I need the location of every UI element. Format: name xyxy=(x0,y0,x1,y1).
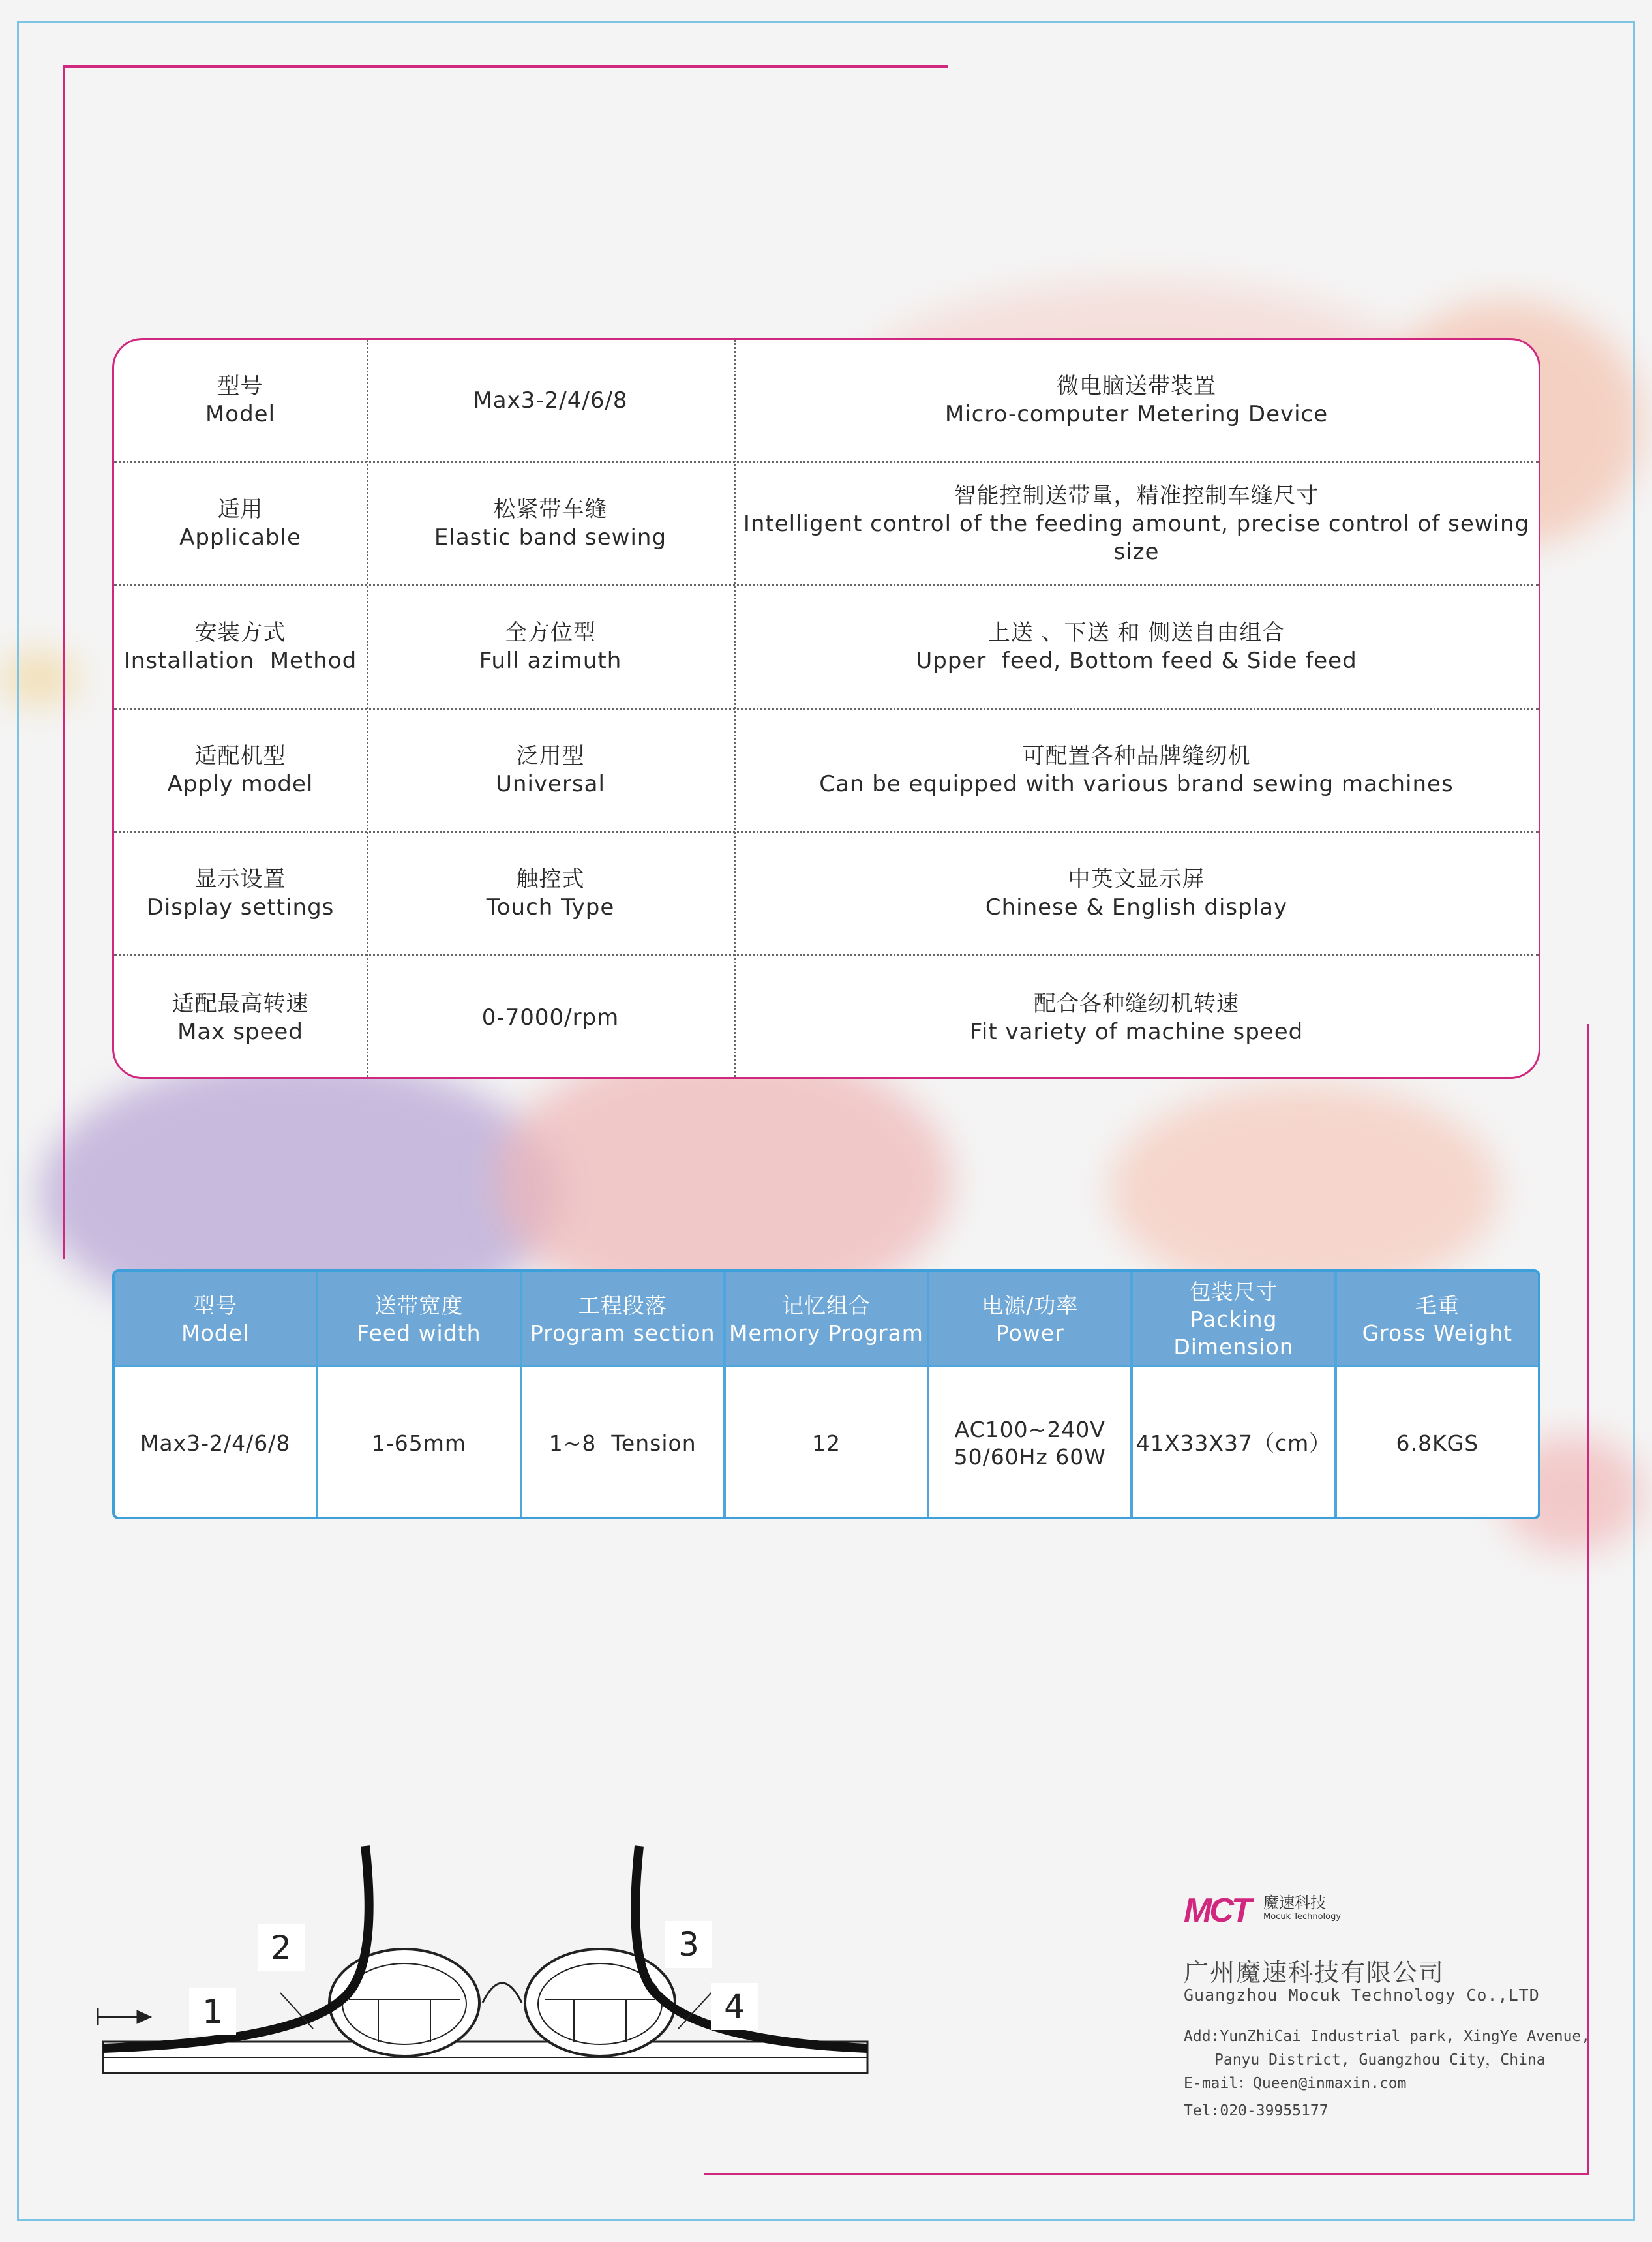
row-label-cn: 适配机型 xyxy=(194,743,286,769)
header-cell xyxy=(1133,1272,1336,1367)
params-header-row xyxy=(115,1272,1538,1367)
row-value: 松紧带车缝 xyxy=(493,496,608,523)
header-cn: 送带宽度 xyxy=(374,1293,464,1318)
row-desc-cn: 微电脑送带装置 xyxy=(1057,373,1216,399)
row-value-en: Universal xyxy=(496,771,605,797)
row-desc-cn: 中英文显示屏 xyxy=(1068,866,1205,892)
company-email: E-mail：Queen@inmaxin.com xyxy=(1184,2075,1407,2092)
decor-line-right xyxy=(1587,1024,1589,2175)
decor-line-top xyxy=(63,65,948,68)
row-label-en: Max speed xyxy=(177,1018,303,1045)
row-label-cn: 型号 xyxy=(217,373,263,399)
row-desc-cn: 上送 、下送 和 侧送自由组合 xyxy=(987,620,1285,646)
value-cell xyxy=(522,1367,726,1519)
spec-row xyxy=(114,463,1539,586)
logo-mark: MCT xyxy=(1184,1892,1250,1930)
spec-row xyxy=(114,586,1539,710)
header-cell xyxy=(115,1272,318,1367)
column-divider xyxy=(367,340,368,1077)
value-cell xyxy=(1133,1367,1336,1519)
spec-row xyxy=(114,340,1539,463)
diagram-label-4: 4 xyxy=(711,1983,758,2030)
value-line: 50/60Hz 60W xyxy=(954,1444,1106,1470)
row-value: 全方位型 xyxy=(505,620,596,646)
header-cn: 毛重 xyxy=(1415,1293,1460,1318)
value-cell xyxy=(318,1367,522,1519)
value-cell xyxy=(929,1367,1133,1519)
row-value-en: Full azimuth xyxy=(479,648,622,674)
header-cell xyxy=(522,1272,726,1367)
value-line: 12 xyxy=(811,1430,841,1456)
header-en: Power xyxy=(995,1320,1064,1346)
value-line: 41X33X37（cm） xyxy=(1135,1430,1332,1456)
header-cn: 工程段落 xyxy=(578,1293,667,1318)
header-cn: 记忆组合 xyxy=(781,1293,871,1318)
diagram-drawing xyxy=(91,1833,880,2094)
header-en: Model xyxy=(181,1320,250,1346)
header-cell xyxy=(1337,1272,1538,1367)
value-line: 1-65mm xyxy=(371,1430,467,1456)
row-label-cn: 适配最高转速 xyxy=(172,990,309,1017)
bra-sewing-diagram xyxy=(91,1833,880,2094)
logo-cn: 魔速科技 xyxy=(1263,1894,1326,1912)
row-desc-en: Can be equipped with various brand sewing machines xyxy=(819,771,1454,797)
value-line: 1~8 Tension xyxy=(548,1430,697,1456)
row-label-cn: 安装方式 xyxy=(194,620,286,646)
params-value-row xyxy=(115,1367,1538,1519)
value-cell xyxy=(1337,1367,1538,1519)
row-value: 泛用型 xyxy=(516,743,585,769)
row-desc-en: Chinese & English display xyxy=(985,894,1288,920)
row-desc-cn: 配合各种缝纫机转速 xyxy=(1034,990,1239,1017)
header-cn: 包装尺寸 xyxy=(1189,1279,1278,1305)
row-desc-cn: 可配置各种品牌缝纫机 xyxy=(1022,743,1251,769)
diagram-label-3: 3 xyxy=(665,1921,712,1968)
row-value-en: Touch Type xyxy=(486,894,615,920)
row-label-cn: 适用 xyxy=(217,496,263,523)
row-desc-en: Fit variety of machine speed xyxy=(969,1018,1304,1045)
row-label-en: Model xyxy=(205,401,276,427)
value-cell xyxy=(726,1367,929,1519)
value-line: AC100~240V xyxy=(954,1416,1105,1442)
value-line: Max3-2/4/6/8 xyxy=(140,1430,291,1456)
company-name-cn: 广州魔速科技有限公司 xyxy=(1184,1958,1445,1987)
row-desc-en: Upper feed, Bottom feed & Side feed xyxy=(916,648,1357,674)
decor-line-bottom xyxy=(704,2173,1589,2175)
company-address-line2: Panyu District, Guangzhou City，China xyxy=(1214,2052,1546,2068)
row-value: Max3-2/4/6/8 xyxy=(473,387,628,414)
row-desc-cn: 智能控制送带量，精准控制车缝尺寸 xyxy=(954,482,1319,509)
header-en: Program section xyxy=(530,1320,715,1346)
header-cn: 电源/功率 xyxy=(982,1293,1079,1318)
spec-row xyxy=(114,956,1539,1079)
logo-en: Mocuk Technology xyxy=(1263,1912,1342,1922)
header-cell xyxy=(726,1272,929,1367)
header-en: Feed width xyxy=(357,1320,481,1346)
row-label-en: Display settings xyxy=(146,894,335,920)
row-desc-en: Intelligent control of the feeding amount, precise control of sewing size xyxy=(743,510,1530,565)
value-cell xyxy=(115,1367,318,1519)
spec-row xyxy=(114,710,1539,833)
company-address-line1: Add:YunZhiCai Industrial park, XingYe Avenue, xyxy=(1184,2028,1591,2045)
diagram-label-2: 2 xyxy=(258,1924,305,1971)
column-divider xyxy=(734,340,736,1077)
company-name-en: Guangzhou Mocuk Technology Co.,LTD xyxy=(1184,1986,1540,2005)
diagram-label-1: 1 xyxy=(189,1988,236,2035)
row-desc-en: Micro-computer Metering Device xyxy=(944,401,1329,427)
spec-row xyxy=(114,833,1539,956)
header-en: Memory Program xyxy=(729,1320,924,1346)
row-label-en: Installation Method xyxy=(123,648,357,674)
header-cell xyxy=(318,1272,522,1367)
company-phone: Tel:020-39955177 xyxy=(1184,2102,1329,2119)
row-label-en: Apply model xyxy=(167,771,314,797)
header-en: Gross Weight xyxy=(1362,1320,1513,1346)
header-cell xyxy=(929,1272,1133,1367)
row-value: 0-7000/rpm xyxy=(481,1005,620,1031)
header-cn: 型号 xyxy=(193,1293,238,1318)
spec-table xyxy=(112,338,1540,1079)
row-value: 触控式 xyxy=(516,866,585,892)
row-label-cn: 显示设置 xyxy=(194,866,286,892)
value-line: 6.8KGS xyxy=(1396,1430,1479,1456)
params-table xyxy=(112,1269,1540,1519)
header-en: Packing Dimension xyxy=(1173,1307,1294,1359)
row-value-en: Elastic band sewing xyxy=(434,524,667,551)
company-logo xyxy=(1184,1890,1353,1929)
decor-line-left xyxy=(63,65,65,1259)
row-label-en: Applicable xyxy=(179,524,301,551)
